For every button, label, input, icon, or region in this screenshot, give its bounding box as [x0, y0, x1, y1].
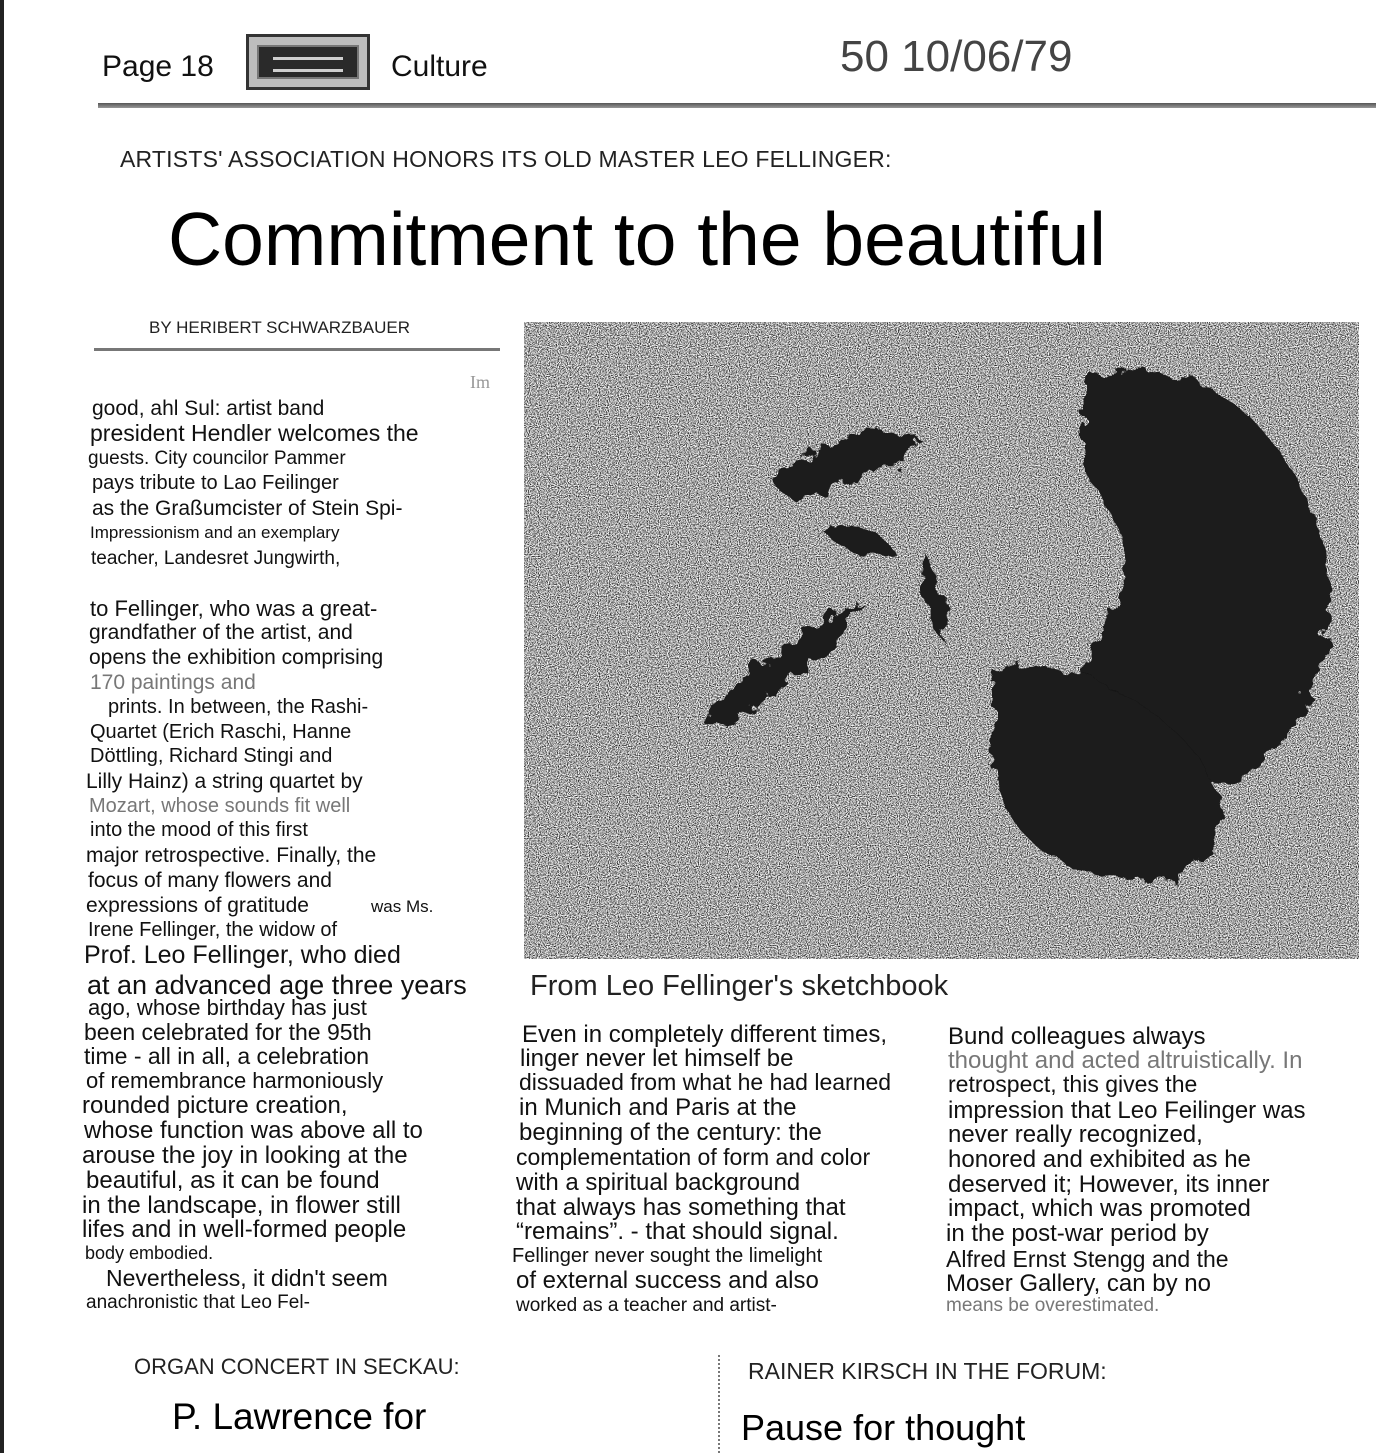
column-line: Impressionism and an exemplary — [90, 523, 340, 542]
column-line: in the landscape, in flower still — [82, 1192, 401, 1219]
column-line: Mozart, whose sounds fit well — [89, 795, 351, 817]
column-line: of external success and also — [516, 1267, 819, 1294]
column-line: complementation of form and color — [516, 1144, 871, 1170]
column-line: into the mood of this first — [90, 819, 308, 841]
column-line: as the Graßumcister of Stein Spi- — [92, 497, 403, 520]
column-line: 170 paintings and — [90, 671, 256, 694]
newspaper-logo-icon — [246, 34, 370, 90]
column-line: deserved it; However, its inner — [948, 1171, 1270, 1198]
column-line: never really recognized, — [948, 1121, 1203, 1148]
column-line: prints. In between, the Rashi- — [108, 696, 369, 718]
column-line: impact, which was promoted — [948, 1195, 1251, 1222]
column-line: time - all in all, a celebration — [84, 1043, 370, 1069]
column-line: teacher, Landesret Jungwirth, — [91, 548, 341, 569]
column-line: at an advanced age three years — [87, 970, 467, 1000]
column-line: lifes and in well-formed people — [82, 1216, 407, 1243]
page-number: Page 18 — [102, 50, 214, 83]
column-line: of remembrance harmoniously — [86, 1068, 384, 1093]
column-line: Prof. Leo Fellinger, who died — [84, 941, 401, 969]
column-line: focus of many flowers and — [88, 869, 332, 892]
column-line: ago, whose birthday has just — [88, 995, 367, 1020]
column-line: honored and exhibited as he — [948, 1146, 1251, 1173]
column-line: Fellinger never sought the limelight — [512, 1245, 823, 1267]
teaser-kicker-organ-concert: ORGAN CONCERT IN SECKAU: — [134, 1354, 460, 1379]
column-line: “remains”. - that should signal. — [516, 1218, 839, 1245]
byline: BY HERIBERT SCHWARZBAUER — [149, 318, 411, 337]
column-line: Alfred Ernst Stengg and the — [946, 1246, 1229, 1272]
column-line: Bund colleagues always — [948, 1023, 1206, 1050]
teaser-kicker-forum: RAINER KIRSCH IN THE FORUM: — [748, 1358, 1107, 1384]
column-line: anachronistic that Leo Fel- — [86, 1292, 310, 1313]
column-line: arouse the joy in looking at the — [82, 1142, 408, 1169]
column-line: Irene Fellinger, the widow of — [88, 919, 338, 941]
column-line: president Hendler welcomes the — [90, 420, 419, 446]
column-line: linger never let himself be — [520, 1045, 794, 1072]
column-line: impression that Leo Feilinger was — [948, 1097, 1306, 1124]
dateline: 50 10/06/79 — [840, 32, 1073, 81]
header-rule — [98, 103, 1376, 108]
photo-caption: From Leo Fellinger's sketchbook — [530, 970, 949, 1002]
column-line: in the post-war period by — [946, 1220, 1209, 1247]
column-line: body embodied. — [85, 1243, 214, 1263]
column-line: whose function was above all to — [84, 1117, 423, 1144]
column-line: that always has something that — [516, 1194, 846, 1221]
column-line: Even in completely different times, — [522, 1021, 888, 1048]
column-line: with a spiritual background — [516, 1169, 801, 1196]
column-line: expressions of gratitude — [86, 894, 309, 917]
column-line: been celebrated for the 95th — [84, 1019, 372, 1045]
stamp-mark: Im — [470, 372, 490, 392]
section-name: Culture — [391, 50, 488, 83]
column-line: major retrospective. Finally, the — [86, 844, 377, 867]
column-divider — [718, 1355, 722, 1453]
column-line: means be overestimated. — [946, 1295, 1160, 1316]
column-line: in Munich and Paris at the — [519, 1094, 797, 1121]
teaser-headline-organ-concert: P. Lawrence for — [172, 1396, 427, 1437]
column-line: retrospect, this gives the — [948, 1071, 1198, 1097]
column-line: beginning of the century: the — [519, 1119, 822, 1146]
article-kicker: ARTISTS' ASSOCIATION HONORS ITS OLD MASTER LEO FELLINGER: — [120, 146, 892, 172]
column-line: Quartet (Erich Raschi, Hanne — [90, 721, 352, 743]
column-line: good, ahl Sul: artist band — [92, 397, 325, 420]
column-line: to Fellinger, who was a great- — [90, 596, 378, 621]
column-line: thought and acted altruistically. In — [948, 1047, 1303, 1074]
column-line: Lilly Hainz) a string quartet by — [86, 770, 363, 793]
column-line: opens the exhibition comprising — [89, 646, 384, 669]
column-line: pays tribute to Lao Feilinger — [92, 472, 339, 494]
page-edge — [0, 0, 4, 1453]
column-line: beautiful, as it can be found — [86, 1167, 380, 1194]
article-headline: Commitment to the beautiful — [168, 197, 1106, 281]
column-line: rounded picture creation, — [82, 1092, 348, 1119]
byline-rule — [94, 348, 500, 351]
column-line: dissuaded from what he had learned — [519, 1069, 892, 1095]
column-line: was Ms. — [371, 897, 434, 916]
column-line: Moser Gallery, can by no — [946, 1270, 1211, 1297]
column-line: worked as a teacher and artist- — [516, 1295, 777, 1316]
teaser-headline-forum: Pause for thought — [741, 1407, 1026, 1448]
column-line: Nevertheless, it didn't seem — [106, 1265, 388, 1291]
column-line: guests. City councilor Pammer — [88, 448, 346, 469]
column-line: grandfather of the artist, and — [89, 621, 353, 644]
sketch-photo — [524, 322, 1359, 959]
column-line: Döttling, Richard Stingi and — [90, 745, 333, 767]
